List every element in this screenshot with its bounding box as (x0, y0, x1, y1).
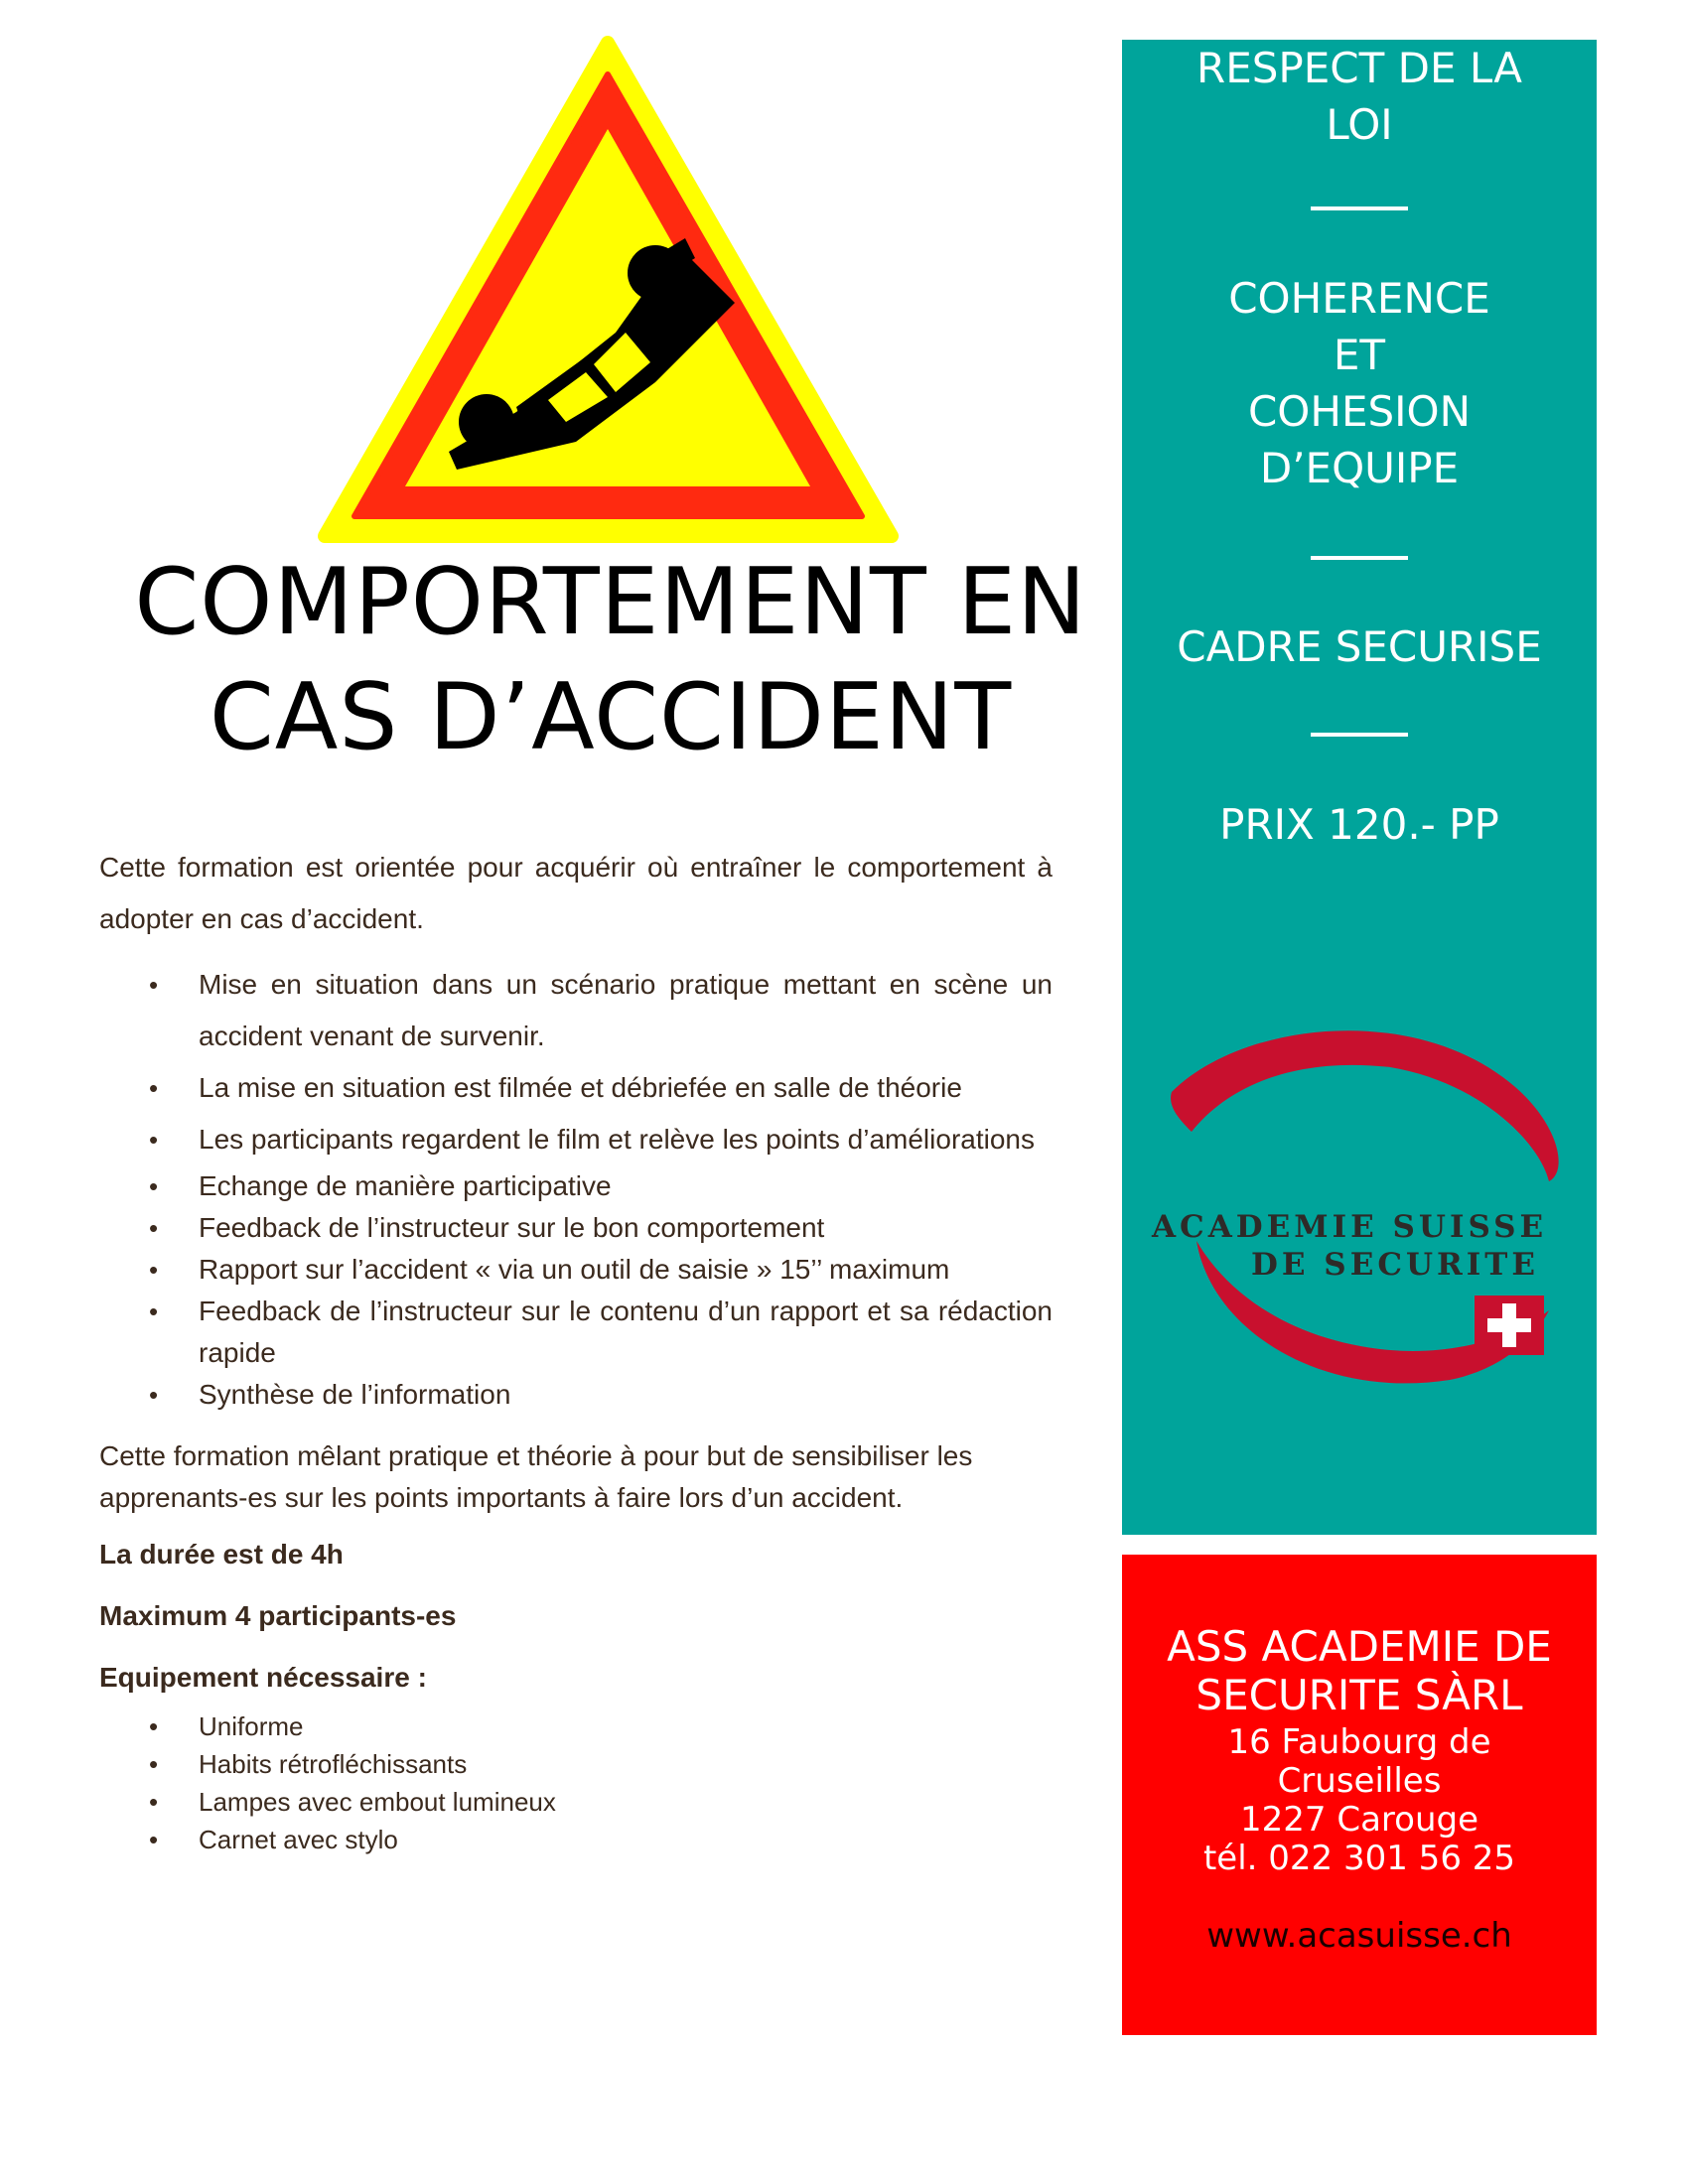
feature-respect-loi: RESPECT DE LA LOI (1196, 44, 1522, 149)
list-item: • La mise en situation est filmée et débriefée en salle de théorie (99, 1062, 1053, 1114)
contact-box (1122, 1555, 1597, 2035)
bullet-icon: • (149, 1787, 159, 1817)
equipment-heading: Equipement nécessaire : (99, 1662, 427, 1693)
outro-paragraph: Cette formation mêlant pratique et théorie à pour but de sensibiliser les apprenants-es sur les points importants à faire lors d’un accident. (99, 1440, 973, 1513)
list-item: • Feedback de l’instructeur sur le contenu d’un rapport et sa rédaction rapide (99, 1291, 1053, 1374)
list-item: • Feedback de l’instructeur sur le bon comportement (99, 1207, 1053, 1249)
logo-text-line-2: DE SECURITE (1251, 1247, 1539, 1283)
list-item: • Uniforme (99, 1707, 1053, 1745)
bullet-icon: • (149, 1825, 159, 1854)
bullet-icon: • (149, 1297, 159, 1326)
accident-warning-sign-icon (318, 35, 899, 551)
list-item: • Synthèse de l’information (99, 1374, 1053, 1416)
feature-coherence: COHERENCE ET COHESION D’EQUIPE (1228, 274, 1490, 492)
address: 16 Faubourg de Cruseilles 1227 Carouge tél. 022 301 56 25 (1122, 1723, 1597, 1878)
bullet-icon: • (149, 1255, 159, 1285)
bullet-icon: • (149, 1073, 159, 1103)
phone-number: tél. 022 301 56 25 (1202, 1839, 1516, 1878)
max-participants-text: Maximum 4 participants-es (99, 1600, 457, 1631)
activities-list (99, 959, 1053, 1416)
bullet-icon: • (149, 970, 159, 1000)
divider (1311, 556, 1408, 560)
bullet-icon: • (149, 1711, 159, 1741)
list-item: • Mise en situation dans un scénario pratique mettant en scène un accident venant de survenir. (99, 959, 1053, 1062)
main-content (99, 842, 1053, 1858)
duration-text: La durée est de 4h (99, 1539, 344, 1570)
page-title (99, 544, 1122, 774)
title-line-1: COMPORTEMENT EN (134, 548, 1087, 655)
academy-logo (1152, 1013, 1579, 1430)
bullet-icon: • (149, 1125, 159, 1155)
price-text: PRIX 120.- PP (1219, 800, 1499, 849)
features-sidebar (1122, 40, 1597, 1535)
list-item: • Les participants regardent le film et relève les points d’améliorations (99, 1114, 1053, 1165)
website-link[interactable]: www.acasuisse.ch (1206, 1916, 1512, 1956)
bullet-icon: • (149, 1171, 159, 1201)
company-name: ASS ACADEMIE DE SECURITE SÀRL (1167, 1622, 1552, 1719)
list-item: • Carnet avec stylo (99, 1821, 1053, 1858)
divider (1311, 733, 1408, 737)
list-item: • Rapport sur l’accident « via un outil de saisie » 15’’ maximum (99, 1249, 1053, 1291)
intro-paragraph: Cette formation est orientée pour acquérir où entraîner le comportement à adopter en cas d’accident. (99, 852, 1053, 934)
bullet-icon: • (149, 1213, 159, 1243)
title-line-2: CAS D’ACCIDENT (209, 663, 1013, 770)
bullet-icon: • (149, 1749, 159, 1779)
divider (1311, 206, 1408, 210)
bullet-icon: • (149, 1380, 159, 1410)
feature-cadre-securise: CADRE SECURISE (1177, 622, 1542, 671)
logo-text-line-1: ACADEMIE SUISSE (1152, 1209, 1548, 1245)
equipment-list (99, 1707, 1053, 1858)
list-item: • Habits rétrofléchissants (99, 1745, 1053, 1783)
list-item: • Echange de manière participative (99, 1165, 1053, 1207)
list-item: • Lampes avec embout lumineux (99, 1783, 1053, 1821)
